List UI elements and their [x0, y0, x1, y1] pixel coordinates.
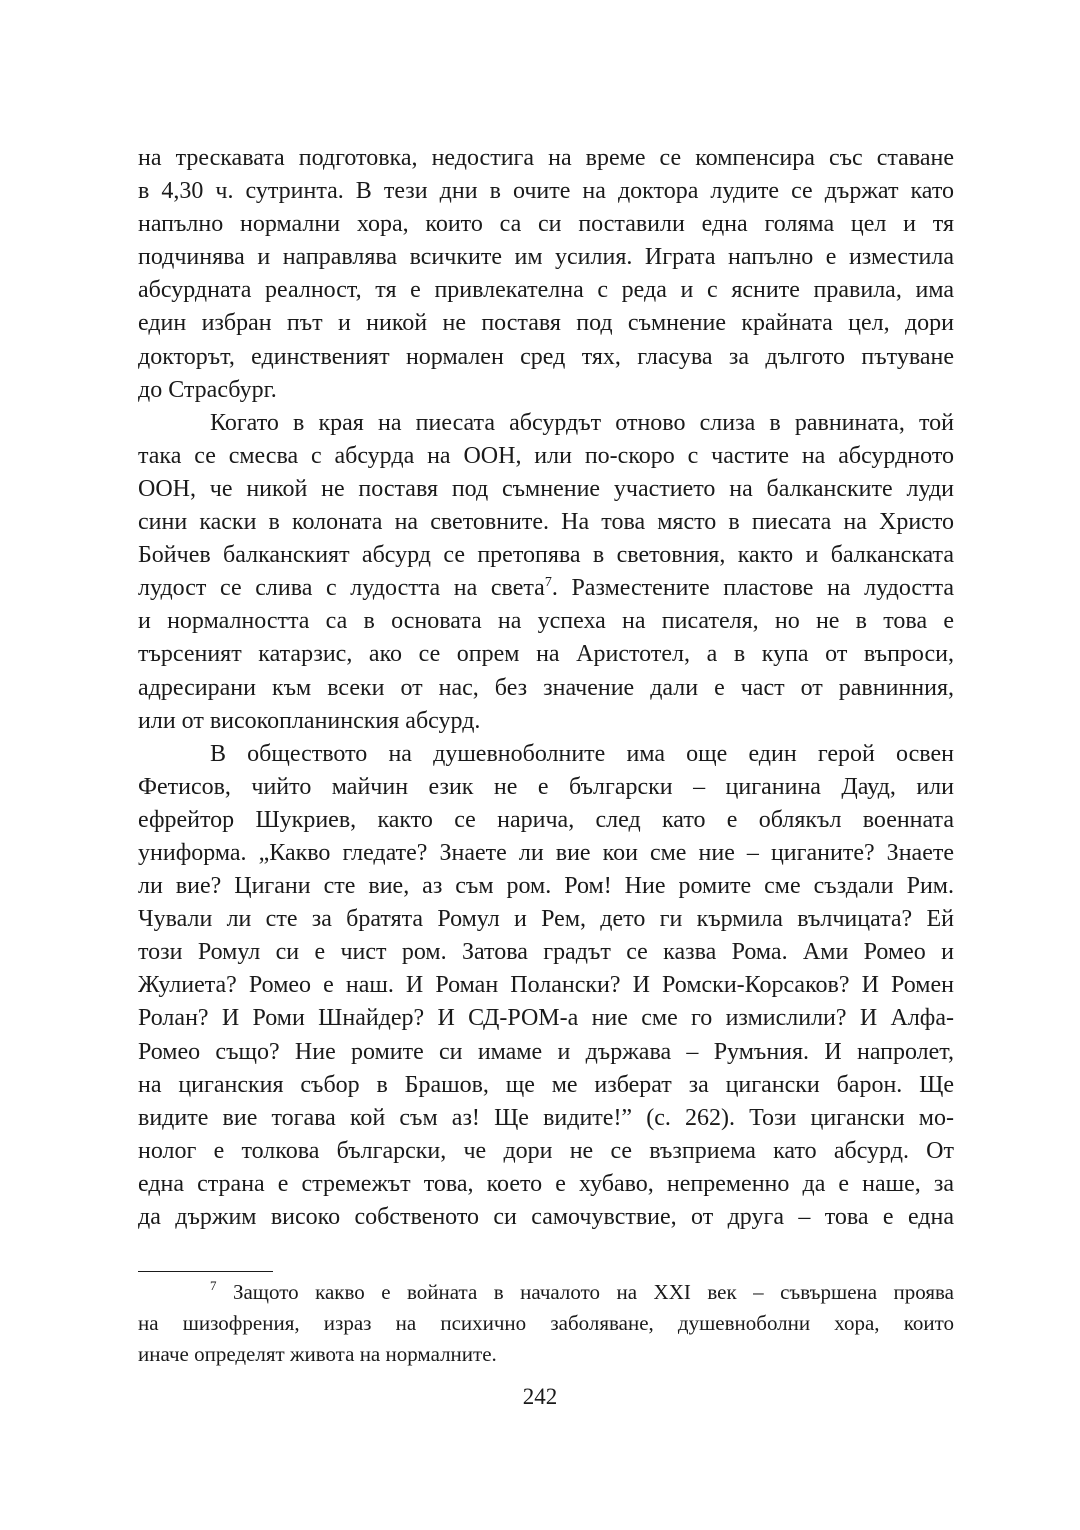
text-line: Жулиета? Ромео е наш. И Роман Полански? И Ромски-Корсаков? И Ромен: [138, 972, 954, 999]
text-line: или от високопланинския абсурд.: [138, 707, 481, 734]
text-line: Ромео също? Ние ромите си имаме и държава – Румъния. И напролет,: [138, 1038, 954, 1065]
text-line: до Страсбург.: [138, 376, 277, 403]
body-text: [138, 142, 954, 1234]
text-line: адресирани към всеки от нас, без значение дали е част от равнинния,: [138, 674, 954, 701]
text-line: ли вие? Цигани сте вие, аз съм ром. Ром! Ние ромите сме създали Рим.: [138, 873, 954, 900]
footnote-line: иначе определят живота на нормалните.: [138, 1342, 497, 1366]
text-line: Когато в края на пиесата абсурдът отново слиза в равнината, той: [210, 409, 954, 436]
footnote-text: Защото какво е войната в началото на XXI век – съвършена проява: [216, 1280, 954, 1304]
text-line: В обществото на душевноболните има още един герой освен: [210, 740, 954, 767]
text-line: Фетисов, чийто майчин език не е български – циганина Дауд, или: [138, 773, 954, 800]
text-line: напълно нормални хора, които са си поставили една голяма цел и тя: [138, 211, 954, 238]
text-line: на трескавата подготовка, недостига на време се компенсира със ставане: [138, 145, 954, 171]
text-line: ООН, че никой не поставя под съмнение участието на балканските луди: [138, 475, 954, 502]
footnote-line: [138, 1277, 954, 1308]
footnote-marker: 7: [210, 1278, 217, 1293]
text-line: търсеният катарзис, ако се опрем на Аристотел, а в купа от въпроси,: [138, 641, 954, 668]
footnote-reference[interactable]: 7: [544, 575, 552, 591]
text-line: докторът, единственият нормален сред тях, гласува за дългото пътуване: [138, 343, 954, 370]
text-line: да държим високо собственото си самочувствие, от друга – това е една: [138, 1204, 954, 1230]
text-line: униформа. „Какво гледате? Знаете ли вие кои сме ние – циганите? Знаете: [138, 839, 954, 866]
text-line: в 4,30 ч. сутринта. В тези дни в очите на доктора лудите се държат като: [138, 178, 954, 205]
text-line: сини каски в колоната на световните. На това място в пиесата на Христо: [138, 509, 954, 536]
text-line: този Ромул си е чист ром. Затова градът се казва Рома. Ами Ромео и: [138, 939, 954, 966]
footnote-separator: [138, 1271, 273, 1272]
text-line-with-footnote: [138, 572, 954, 605]
text-line: Бойчев балканският абсурд се претопява в световния, както и балканската: [138, 542, 954, 569]
text-line: абсурдната реалност, тя е привлекателна с реда и с ясните правила, има: [138, 277, 954, 304]
text-segment: . Разместените пластове на лудостта: [551, 575, 955, 602]
text-line: нолог е толкова български, че дори не се възприема като абсурд. От: [138, 1137, 954, 1164]
text-line: подчинява и направлява всичките им усилия. Играта напълно е изместила: [138, 244, 954, 271]
text-line: на циганския събор в Брашов, ще ме изберат за цигански барон. Ще: [138, 1071, 954, 1098]
text-line: видите вие тогава кой съм аз! Ще видите!” (с. 262). Този цигански мо-: [138, 1104, 954, 1131]
footnote: [138, 1277, 954, 1370]
text-line: Чували ли сте за братята Ромул и Рем, дето ги кърмила вълчицата? Ей: [138, 906, 954, 933]
text-line: така се смесва с абсурда на ООН, или по-скоро с частите на абсурдното: [138, 442, 954, 469]
text-line: един избран път и никой не поставя под съмнение крайната цел, дори: [138, 310, 954, 337]
text-line: една страна е стремежът това, което е хубаво, непременно да е наше, за: [138, 1170, 954, 1197]
page-number: 242: [522, 1384, 558, 1409]
text-line: ефрейтор Шукриев, както се нарича, след като е облякъл военната: [138, 806, 954, 833]
text-line: Ролан? И Роми Шнайдер? И СД-РОМ-а ние сме го измислили? И Алфа-: [138, 1005, 954, 1032]
footnote-line: на шизофрения, израз на психично заболяване, душевноболни хора, които: [138, 1311, 954, 1335]
text-line: и нормалността са в основата на успеха на писателя, но не в това е: [138, 608, 954, 635]
text-segment: лудост се слива с лудостта на света: [138, 575, 545, 602]
